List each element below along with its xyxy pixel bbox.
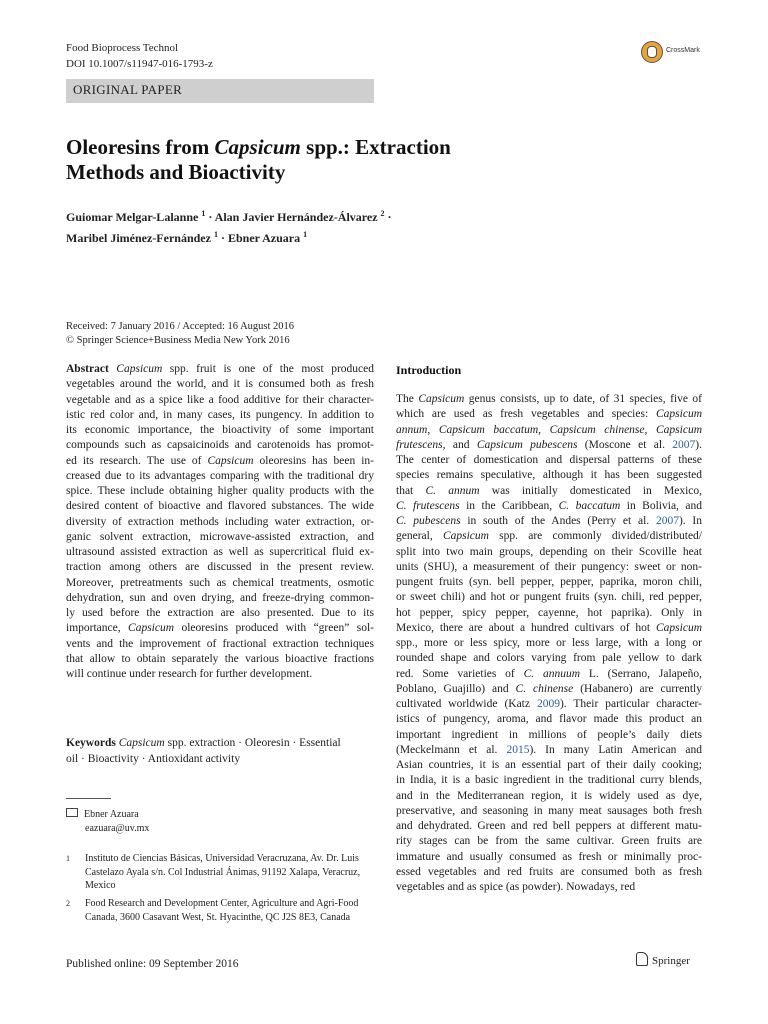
publisher-name: Springer [652, 955, 690, 967]
text-span: , [427, 423, 439, 436]
text-line [396, 651, 702, 666]
text-line [396, 819, 702, 834]
text-span: Moreover, pretreatments such as chemical treatments, osmotic [66, 576, 374, 589]
text-line [396, 529, 702, 544]
italic-term: Capsicum pubescens [476, 438, 578, 451]
text-span: compounds such as capsaicinoids and carotenoids has promot- [66, 439, 374, 452]
affiliation-text: Food Research and Development Center, Agriculture and Agri-Food Canada, 3600 Casavant West, St. Hyacinthe, QC J2S 8E3, Canada [85, 898, 359, 923]
text-line [396, 621, 702, 636]
italic-term: Capsicum [418, 393, 465, 405]
text-span: creased due to its advantages comparing with the traditional dry [66, 469, 374, 482]
journal-name: Food Bioprocess Technol [66, 42, 179, 54]
text-line [396, 789, 702, 804]
author-name: Guiomar Melgar-Lalanne [66, 210, 199, 224]
text-span: vents and the improvement of fractional extraction techniques [66, 637, 374, 650]
text-span: that allow to obtain separately the various bioactive fractions [66, 652, 374, 665]
text-line [66, 408, 374, 423]
paper-title [66, 135, 586, 185]
section-label: Keywords [66, 737, 116, 749]
italic-term: frutescens [396, 438, 443, 451]
text-span: Asian countries, it is an essential part of their daily cooking; [396, 759, 702, 771]
section-label: Abstract [66, 363, 109, 375]
text-span: The [396, 393, 419, 405]
article-type: ORIGINAL PAPER [73, 82, 183, 97]
author-affiliation-mark[interactable]: 1 [303, 230, 308, 239]
text-span: ultrasound assisted extraction as well as supercritical fluid ex- [66, 546, 374, 558]
author-separator: · [384, 210, 392, 224]
text-line [396, 880, 702, 895]
copyright: © Springer Science+Business Media New York 2016 [66, 335, 290, 346]
text-span: in Bolivia, and [620, 499, 702, 512]
text-line [396, 773, 702, 788]
text-span: spice. These include obtaining higher quality products with the [66, 485, 374, 497]
text-span: istic red color and, in many cases, its pungency. In addition to [66, 408, 374, 421]
text-span: (Moscone et al. [577, 438, 673, 451]
title-part: spp.: Extraction [300, 135, 451, 159]
text-line [66, 499, 374, 514]
text-line [396, 667, 702, 682]
text-span: split into two main groups, depending on their Scoville heat [396, 545, 702, 558]
text-span: rounded shape and colors varying from pale yellow to dark [396, 652, 702, 665]
text-line [396, 575, 702, 590]
text-line [66, 576, 374, 591]
text-line [66, 362, 374, 377]
text-span: in India, it is a basic ingredient in the traditional curry blends, [396, 774, 702, 787]
text-span: , and [442, 438, 477, 451]
envelope-icon [66, 808, 78, 817]
text-span: and dehydrated. Green and red bell peppers at different matu- [396, 820, 702, 832]
text-span: ly used before the extraction are also presented. Due to its [66, 607, 374, 619]
text-line [396, 590, 702, 605]
text-span: units (SHU), a measurement of their pungency: sweet or non- [396, 560, 702, 573]
introduction-body [396, 392, 702, 895]
text-span: and in the Mediterranean region, it is widely used as dye, [396, 789, 702, 802]
text-span: in south of the Andes (Perry et al. [460, 515, 656, 527]
text-span: or sweet chili) and hot or pungent fruits (syn. chili, red pepper, [396, 591, 702, 604]
springer-logo [636, 950, 716, 970]
text-line [66, 393, 374, 408]
text-line [396, 743, 702, 758]
italic-term: C. baccatum [558, 499, 621, 512]
text-line [396, 850, 702, 865]
received-accepted: Received: 7 January 2016 / Accepted: 16 August 2016 [66, 321, 295, 332]
text-line [66, 377, 374, 392]
text-line [396, 865, 702, 880]
italic-term: Capsicum [207, 454, 254, 467]
author-separator: · [217, 231, 228, 245]
text-span: spp., more or less spicy, more or less large, with a long or [396, 637, 702, 649]
text-line [396, 834, 702, 849]
text-line [396, 682, 702, 697]
text-span: genus consists, up to date, of 31 species, five of [464, 393, 702, 405]
text-line [66, 735, 374, 751]
italic-term: C. annuum [523, 667, 581, 680]
italic-term: Capsicum [442, 530, 489, 543]
text-line [66, 454, 374, 469]
doi[interactable]: DOI 10.1007/s11947-016-1793-z [66, 58, 213, 70]
text-span: (Meckelmann et al. [396, 743, 507, 756]
text-span: essed vegetables and red fruits are consumed both as fresh [396, 865, 702, 878]
text-line [66, 469, 374, 484]
text-line [396, 636, 702, 651]
text-line [66, 438, 374, 453]
text-span: general, [396, 530, 443, 543]
text-span: which are used as fresh vegetables and species: [396, 408, 656, 421]
text-span: ). In [678, 515, 702, 527]
article-type-banner [66, 79, 374, 103]
text-line [66, 751, 374, 767]
text-line [66, 484, 374, 499]
text-span: immature and usually consumed as fresh or minimally proc- [396, 850, 702, 863]
text-line [396, 499, 702, 514]
text-span: its economic importance, the bioactivity of some important [66, 424, 374, 436]
italic-term: Capsicum baccatum [438, 423, 539, 436]
text-line [66, 423, 374, 438]
text-line [396, 438, 702, 453]
text-line [396, 453, 702, 468]
author-separator: · [205, 210, 215, 224]
footnote-rule [66, 798, 111, 799]
italic-term: Capsicum [118, 737, 165, 749]
text-span: vegetable and as a spice like a food additive for their character- [66, 393, 374, 406]
italic-term: Capsicum [116, 363, 163, 375]
title-italic: Capsicum [214, 135, 301, 159]
text-line [396, 468, 702, 483]
crossmark-icon [641, 41, 663, 63]
author-name: Maribel Jiménez-Fernández [66, 231, 211, 245]
text-line [396, 804, 702, 819]
text-line [396, 560, 702, 575]
italic-term: C. annum [425, 484, 480, 497]
text-line [396, 392, 702, 407]
text-span: preservative, and seasoning in many meat sausages both fresh [396, 804, 702, 817]
introduction-heading: Introduction [396, 363, 462, 377]
correspondence [66, 808, 149, 836]
text-line [66, 606, 374, 621]
text-span: oleoresins produced with “green” sol- [174, 622, 374, 635]
author-name: Alan Javier Hernández-Álvarez [214, 210, 378, 224]
text-span: ). In many Latin American and [529, 743, 702, 756]
text-line [396, 407, 702, 422]
text-line [66, 560, 374, 575]
text-span: in the Caribbean, [459, 499, 559, 512]
citation-link[interactable]: 2009 [536, 698, 560, 710]
text-span: Poblano, Guajillo) and [396, 682, 516, 695]
text-span: ). Their particular character- [559, 698, 702, 710]
citation-link[interactable]: 2015 [506, 743, 530, 756]
text-line [396, 484, 702, 499]
text-span: cultivated worldwide (Katz [396, 698, 537, 710]
text-span: dehydration, sun and oven drying, and freeze-drying common- [66, 591, 374, 604]
text-line [66, 545, 374, 560]
text-line [396, 758, 702, 773]
springer-horse-icon [636, 952, 648, 966]
text-span: L. (Serrano, Jalapeño, [580, 667, 702, 680]
author-affiliation-mark[interactable]: 1 [213, 230, 218, 239]
text-span: important ingredient in millions of people’s daily diets [396, 728, 702, 741]
text-span: importance, [66, 622, 129, 635]
text-line [66, 591, 374, 606]
author-name: Ebner Azuara [227, 231, 301, 245]
text-span: ed its research. The use of [66, 454, 208, 467]
text-span: desired content of bioactive and flavored substances. The wide [66, 500, 374, 513]
text-line [66, 621, 374, 636]
text-line [396, 728, 702, 743]
text-span: spp. are commonly divided/distributed/ [488, 530, 702, 543]
text-line [396, 606, 702, 621]
text-line [396, 545, 702, 560]
text-line [396, 423, 702, 438]
text-span: ganic solvent extraction, microwave-assisted extraction, and [66, 530, 374, 543]
affiliation-number: 1 [66, 854, 70, 863]
text-span: hot pepper, spicy pepper, cayenne, hot paprika). Only in [396, 606, 702, 619]
text-span: oil · Bioactivity · Antioxidant activity [66, 753, 241, 765]
italic-term: Capsicum [656, 621, 702, 634]
affiliation-1 [66, 852, 386, 894]
title-line-2: Methods and Bioactivity [66, 160, 286, 184]
authors-line-2 [66, 226, 566, 247]
text-span: (Habanero) are currently [573, 682, 702, 695]
affiliation-text: Instituto de Ciencias Básicas, Universidad Veracruzana, Av. Dr. Luis Castelazo Ayala s/n. Col Industrial Ánimas, 91192 Xalapa, Veracruz, Mexico [85, 853, 361, 891]
abstract [66, 362, 374, 682]
text-span: , [538, 423, 550, 436]
text-span: vegetables around the world, and it is consumed both as fresh [66, 378, 374, 391]
text-line [396, 514, 702, 529]
article-dates [66, 320, 294, 348]
text-span: traction among others are discussed in the present review. [66, 561, 374, 574]
text-span: ). [695, 438, 702, 451]
text-span: was initially domesticated in Mexico, [479, 484, 702, 497]
text-span: istics of pungency, aroma, and flavor made this product an [396, 713, 702, 726]
text-span: spp. extraction · Oleoresin · Essential [164, 737, 341, 749]
text-span: pungent fruits (syn. bell pepper, pepper, paprika, moron chili, [396, 576, 702, 588]
author-affiliation-mark[interactable]: 1 [201, 209, 206, 218]
text-line [66, 652, 374, 667]
text-line [396, 697, 702, 712]
italic-term: annum [396, 423, 428, 436]
affiliation-number: 2 [66, 899, 70, 908]
keywords [66, 735, 374, 767]
published-online: Published online: 09 September 2016 [66, 958, 239, 970]
corresponding-author: Ebner Azuara [84, 809, 139, 820]
text-line [66, 667, 374, 682]
text-line [66, 530, 374, 545]
text-span: species remains speculative, although it has been suggested [396, 469, 702, 482]
author-affiliation-mark[interactable]: 2 [380, 209, 385, 218]
corresponding-email[interactable]: eazuara@uv.mx [85, 823, 150, 834]
citation-link[interactable]: 2007 [672, 438, 696, 451]
author-list [66, 205, 566, 247]
text-line [66, 637, 374, 652]
italic-term: Capsicum [656, 408, 702, 421]
text-span: red. Some varieties of [396, 667, 524, 680]
text-span: that [396, 484, 426, 497]
text-span: spp. fruit is one of the most produced [162, 363, 374, 375]
crossmark-label: CrossMark [666, 47, 700, 54]
text-line [396, 712, 702, 727]
crossmark-logo[interactable] [641, 41, 721, 67]
text-span: will continue under research for further development. [66, 668, 313, 680]
text-span: rity stages can be from the same cultivar. Green fruits are [396, 835, 702, 848]
italic-term: Capsicum [128, 622, 175, 635]
text-line [66, 515, 374, 530]
text-span: Mexico, there are about a hundred cultivars of hot [396, 621, 656, 634]
text-span: oleoresins has been in- [253, 454, 374, 467]
text-span: The center of domestication and dispersal patterns of these [396, 454, 702, 466]
title-part: Oleoresins from [66, 135, 215, 159]
authors-line-1 [66, 205, 566, 226]
affiliation-2 [66, 897, 386, 927]
italic-term: C. chinense [515, 682, 574, 695]
text-span: vegetables and as spice (as powder). Nowadays, red [396, 881, 636, 893]
text-span: diversity of extraction methods including water extraction, or- [66, 515, 374, 528]
italic-term: C. pubescens [396, 515, 461, 527]
citation-link[interactable]: 2007 [655, 515, 679, 527]
italic-term: Capsicum chinense, Capsicum [549, 423, 702, 436]
journal-header [66, 40, 213, 72]
italic-term: C. frutescens [396, 499, 460, 512]
